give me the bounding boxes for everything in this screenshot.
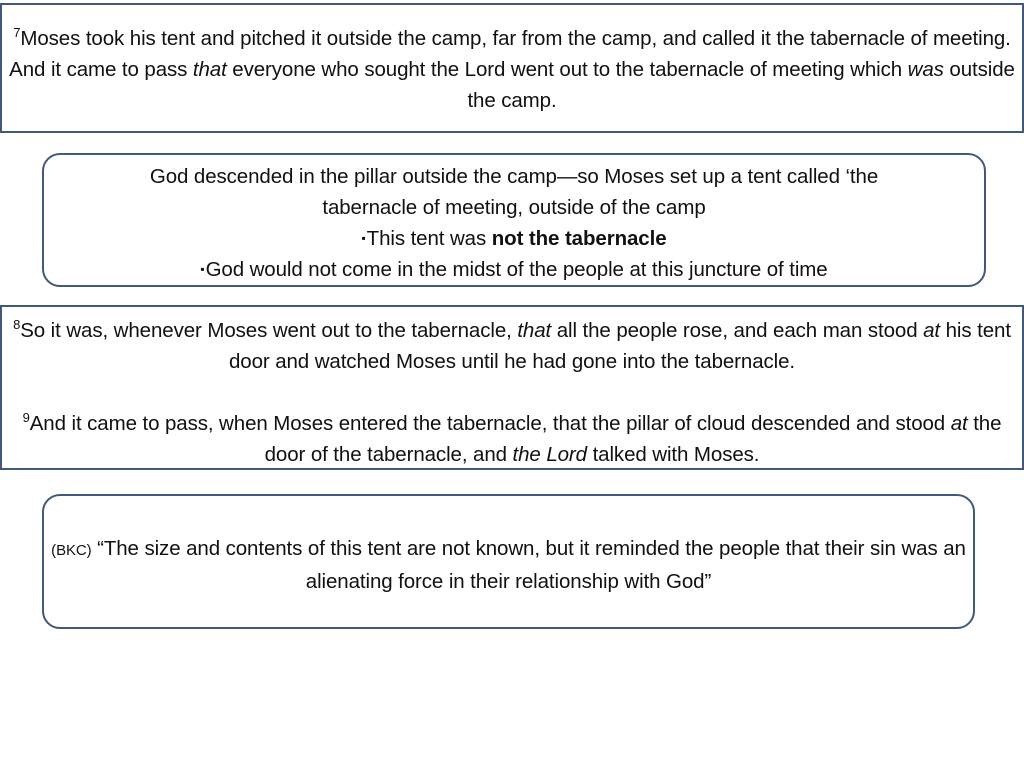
quote-box: [42, 494, 975, 629]
verse-number: 8: [13, 317, 21, 332]
commentary-line: God descended in the pillar outside the camp—so Moses set up a tent called ‘the: [149, 165, 879, 188]
bullet-item: ▪God would not come in the midst of the people at this juncture of time: [200, 258, 828, 281]
blank-line: [2, 377, 1022, 408]
verses-8-9-box: [0, 305, 1024, 470]
verse-7-box: [0, 3, 1024, 133]
commentary-box: [42, 153, 986, 287]
quote-source: (BKC): [51, 542, 92, 559]
verse-9-text: $^9$And it came to pass, when Moses entered the tabernacle, that the pillar of cloud descended and stood at the door of the tabernacle, and the Lord talked with Moses.: [22, 410, 1002, 466]
bullet-item: ▪This tent was not the tabernacle: [361, 227, 667, 250]
verse-8-text: $^8$So it was, whenever Moses went out to the tabernacle, that all the people rose, and each man stood at his tent door and watched Moses until he had gone into the tabernacle.: [13, 317, 1011, 373]
verse-number: 9: [22, 410, 30, 425]
quote-text: (BKC) “The size and contents of this tent are not known, but it reminded the people that their sin was an alienating force in their relationship with God”: [51, 537, 966, 593]
verse-7-text: $^7$Moses took his tent and pitched it outside the camp, far from the camp, and called it the tabernacle of meeting. And it came to pass that everyone who sought the Lord went out to the tabernacle of meeting which was outside the camp.: [9, 25, 1015, 112]
verse-number: 7: [13, 25, 21, 40]
commentary-line: tabernacle of meeting, outside of the camp: [322, 196, 706, 219]
bullet-icon: ▪: [361, 231, 366, 245]
bullet-icon: ▪: [200, 262, 205, 276]
